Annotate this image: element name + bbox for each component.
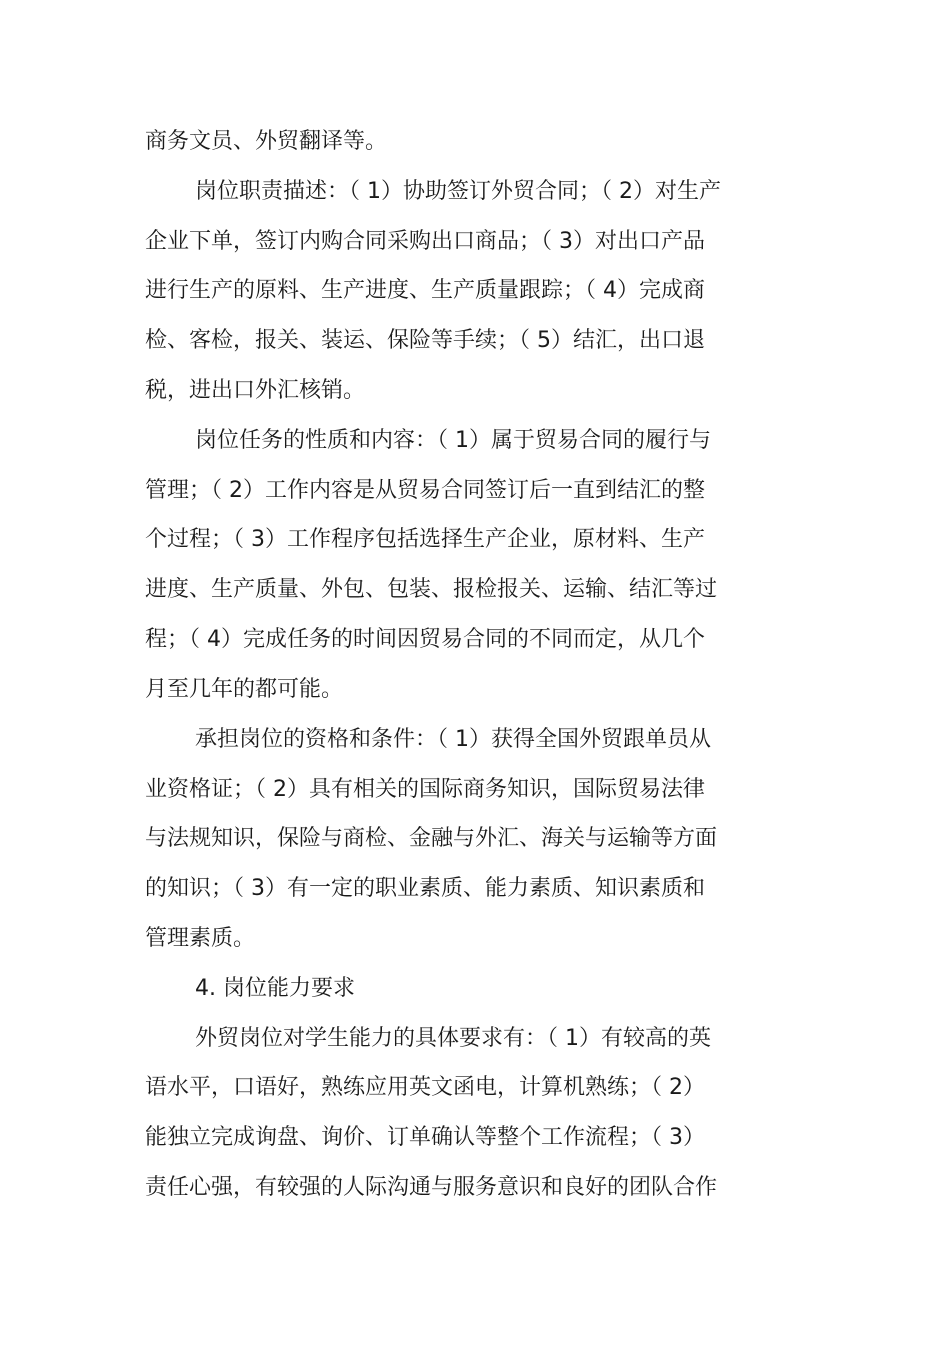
- text-line: 与法规知识，保险与商检、金融与外汇、海关与运输等方面: [145, 826, 718, 851]
- text-line: 管理；（ 2）工作内容是从贸易合同签订后一直到结汇的整: [145, 478, 705, 503]
- text-line: 业资格证；（ 2）具有相关的国际商务知识，国际贸易法律: [145, 777, 705, 802]
- text-line: 能独立完成询盘、询价、订单确认等整个工作流程；（ 3）: [145, 1125, 705, 1150]
- text-line: 检、客检，报关、装运、保险等手续；（ 5）结汇，出口退: [145, 328, 705, 353]
- text-line: 月至几年的都可能。: [145, 677, 344, 702]
- paragraph-qualifications-start: 承担岗位的资格和条件：（ 1）获得全国外贸跟单员从: [195, 727, 711, 752]
- paragraph-tasks-start: 岗位任务的性质和内容：（ 1）属于贸易合同的履行与: [195, 428, 711, 453]
- section-heading: 4. 岗位能力要求: [195, 976, 355, 1001]
- paragraph-abilities-start: 外贸岗位对学生能力的具体要求有：（ 1）有较高的英: [195, 1026, 711, 1051]
- text-line: 进度、生产质量、外包、包装、报检报关、运输、结汇等过: [145, 577, 718, 602]
- text-line: 进行生产的原料、生产进度、生产质量跟踪；（ 4）完成商: [145, 278, 705, 303]
- text-line: 税，进出口外汇核销。: [145, 378, 366, 403]
- text-line: 责任心强，有较强的人际沟通与服务意识和良好的团队合作: [145, 1175, 718, 1200]
- text-line: 管理素质。: [145, 926, 256, 951]
- text-line: 语水平，口语好，熟练应用英文函电，计算机熟练；（ 2）: [145, 1075, 705, 1100]
- text-line: 程；（ 4）完成任务的时间因贸易合同的不同而定，从几个: [145, 627, 705, 652]
- text-line: 商务文员、外贸翻译等。: [145, 129, 388, 154]
- paragraph-duties-start: 岗位职责描述：（ 1）协助签订外贸合同；（ 2）对生产: [195, 179, 721, 204]
- text-line: 企业下单，签订内购合同采购出口商品；（ 3）对出口产品: [145, 229, 705, 254]
- text-line: 个过程；（ 3）工作程序包括选择生产企业，原材料、生产: [145, 527, 705, 552]
- text-line: 的知识；（ 3）有一定的职业素质、能力素质、知识素质和: [145, 876, 705, 901]
